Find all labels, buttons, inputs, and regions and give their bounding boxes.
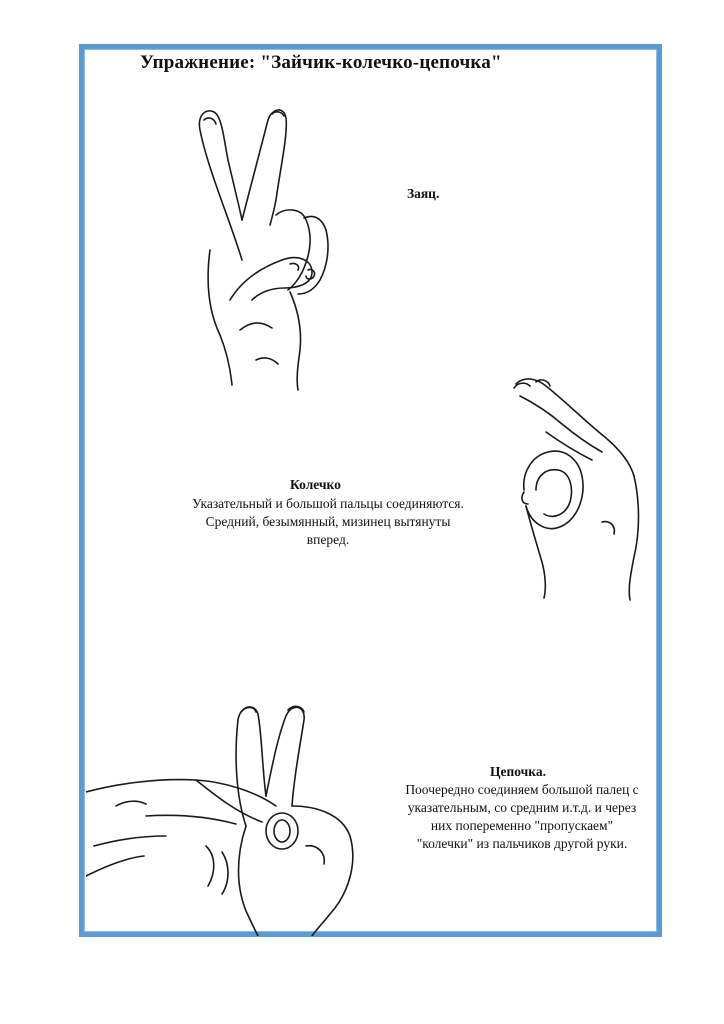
exercise-title: Упражнение: "Зайчик-колечко-цепочка" (140, 52, 502, 73)
ring-heading: Колечко (290, 477, 341, 492)
chain-description-line: указательным, со средним и.т.д. и через (407, 800, 637, 815)
chain-heading: Цепочка. (490, 764, 546, 779)
hand-v-sign-icon (180, 100, 340, 395)
chain-description (380, 781, 664, 853)
ring-description-line: вперед. (306, 532, 350, 547)
ring-description-line: Указательный и большой пальцы соединяются. (192, 496, 464, 511)
hare-heading: Заяц. (407, 186, 440, 201)
hand-ok-ring-icon (506, 372, 650, 602)
ring-description (156, 495, 500, 549)
ring-description-line: Средний, безымянный, мизинец вытянуты (205, 514, 451, 529)
hands-chain-icon (86, 696, 362, 936)
chain-description-line: "колечки" из пальчиков другой руки. (416, 836, 628, 851)
chain-description-line: Поочередно соединяем большой палец с (405, 782, 639, 797)
chain-description-line: них попеременно "пропускаем" (430, 818, 614, 833)
